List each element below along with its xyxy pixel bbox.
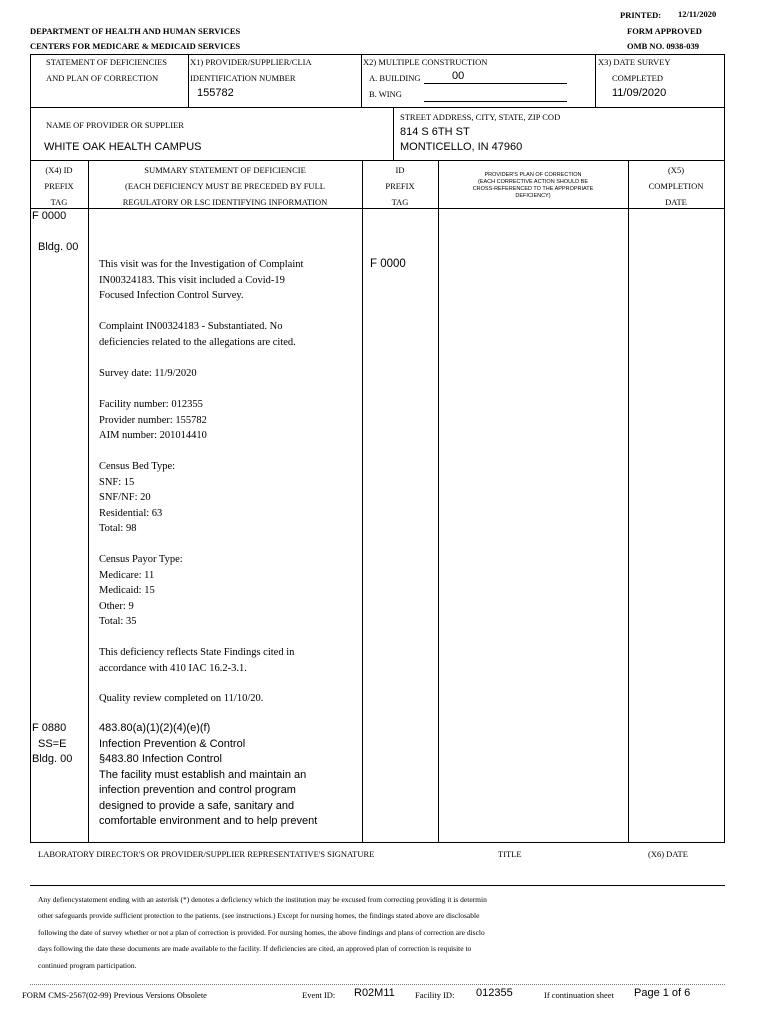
x4-header-2: PREFIX xyxy=(44,181,74,191)
page-number: Page 1 of 6 xyxy=(634,987,691,999)
survey-date-paragraph xyxy=(99,366,339,382)
right-tag-f0000: F 0000 xyxy=(370,258,406,270)
text-line: Medicaid: 15 xyxy=(99,585,155,596)
text-line: Facility number: 012355 xyxy=(99,399,203,410)
form-approved: FORM APPROVED xyxy=(627,26,702,36)
facility-id-value: 012355 xyxy=(476,987,513,999)
survey-date-value: 11/09/2020 xyxy=(612,87,667,99)
x2-label: X2) MULTIPLE CONSTRUCTION xyxy=(363,57,488,67)
disclaimer-line: days following the date these documents are made available to the facility. If deficiencies are cited, an approved plan of correction is requisite to xyxy=(38,944,472,954)
disclaimer-line: following the date of survey whether or not a plan of correction is provided. For nursing homes, the above findings and plans of correction are disclo xyxy=(38,927,485,937)
text-line: Other: 9 xyxy=(99,600,134,612)
disclaimer-line: continued program participation. xyxy=(38,960,137,970)
summary-header-3: REGULATORY OR LSC IDENTIFYING INFORMATION xyxy=(122,197,328,207)
text-line: Residential: 63 xyxy=(99,507,163,519)
disclaimer-line: Any defiencystatement ending with an asterisk (*) denotes a deficiency which the institution may be excused from correcting providing it is determin xyxy=(38,895,487,904)
event-id-value: R02M11 xyxy=(354,987,395,999)
complaint-paragraph xyxy=(99,319,339,350)
form-label: FORM CMS-2567(02-99) Previous Versions Obsolete xyxy=(22,990,207,1000)
plan-header-2: (EACH CORRECTIVE ACTION SHOULD BE xyxy=(477,179,589,185)
disclaimer-line: other safeguards provide sufficient protection to the patients. (see instructions.) Except for nursing homes, the findings stated above are disclosable xyxy=(38,911,480,921)
id-header-1: ID xyxy=(395,165,405,175)
statement-label-1: STATEMENT OF DEFICIENCIES xyxy=(46,57,168,67)
plan-header-4: DEFICIENCY) xyxy=(515,193,551,199)
text-line: Focused Infection Control Survey. xyxy=(99,290,244,301)
text-line: Census Payor Type: xyxy=(99,554,183,565)
building-label: A. BUILDING xyxy=(369,73,421,83)
centers-title: CENTERS FOR MEDICARE & MEDICAID SERVICES xyxy=(30,41,241,51)
visit-paragraph xyxy=(99,257,339,304)
text-line: Survey date: 11/9/2020 xyxy=(99,368,197,379)
text-line: 483.80(a)(1)(2)(4)(e)(f) xyxy=(99,722,211,734)
bldg-tag-2: Bldg. 00 xyxy=(32,753,73,765)
text-line: Complaint IN00324183 - Substantiated. No xyxy=(99,321,283,332)
text-line: infection prevention and control program xyxy=(99,784,296,796)
text-line: SNF: 15 xyxy=(99,476,135,488)
x3-sublabel: COMPLETED xyxy=(612,73,663,83)
x4-header-3: TAG xyxy=(50,197,68,207)
date-label: (X6) DATE xyxy=(648,849,688,859)
x5-header-1: (X5) xyxy=(667,165,685,175)
facility-id-label: Facility ID: xyxy=(415,990,455,1000)
text-line: Total: 35 xyxy=(99,616,137,627)
title-label: TITLE xyxy=(498,849,522,859)
infection-control-paragraph xyxy=(99,721,339,830)
plan-header-1: PROVIDER'S PLAN OF CORRECTION xyxy=(484,172,582,178)
printed-date: 12/11/2020 xyxy=(678,9,717,19)
text-line: Total: 98 xyxy=(99,523,137,534)
x1-sublabel: IDENTIFICATION NUMBER xyxy=(190,73,296,83)
census-payor-paragraph xyxy=(99,552,339,630)
text-line: Medicare: 11 xyxy=(99,569,155,581)
facility-numbers-paragraph xyxy=(99,397,339,444)
tag-f0880-block xyxy=(32,721,72,768)
x1-label: X1) PROVIDER/SUPPLIER/CLIA xyxy=(190,57,312,67)
address-city: MONTICELLO, IN 47960 xyxy=(400,141,523,153)
text-line: This deficiency reflects State Findings cited in xyxy=(99,647,295,658)
continuation-label: If continuation sheet xyxy=(544,990,614,1000)
summary-header-1: SUMMARY STATEMENT OF DEFICIENCIE xyxy=(144,165,306,175)
tag-f0000: F 0000 xyxy=(32,210,67,222)
statement-label-2: AND PLAN OF CORRECTION xyxy=(46,73,159,83)
text-line: comfortable environment and to help prevent xyxy=(99,815,318,827)
quality-review-paragraph xyxy=(99,691,339,707)
department-title: DEPARTMENT OF HEALTH AND HUMAN SERVICES xyxy=(30,26,241,36)
text-line: §483.80 Infection Control xyxy=(99,753,222,765)
signature-label: LABORATORY DIRECTOR'S OR PROVIDER/SUPPLIER REPRESENTATIVE'S SIGNATURE xyxy=(38,849,375,859)
text-line: AIM number: 201014410 xyxy=(99,430,207,441)
plan-header-3: CROSS-REFERENCED TO THE APPROPRIATE xyxy=(472,186,594,192)
text-line: deficiencies related to the allegations are cited. xyxy=(99,336,296,348)
text-line: SNF/NF: 20 xyxy=(99,492,151,503)
x4-header-1: (X4) ID xyxy=(45,165,73,175)
text-line: Infection Prevention & Control xyxy=(99,737,246,750)
omb-number: OMB NO. 0938-039 xyxy=(627,41,700,51)
tag-f0880: F 0880 xyxy=(32,722,67,734)
provider-name-label: NAME OF PROVIDER OR SUPPLIER xyxy=(46,120,184,130)
text-line: The facility must establish and maintain an xyxy=(99,768,307,781)
wing-label: B. WING xyxy=(369,89,402,99)
printed-label: PRINTED: xyxy=(620,10,662,20)
text-line: designed to provide a safe, sanitary and xyxy=(99,799,295,812)
text-line: This visit was for the Investigation of Complaint xyxy=(99,259,304,270)
x5-header-3: DATE xyxy=(665,197,687,207)
scope-severity: SS=E xyxy=(38,737,67,750)
text-line: Quality review completed on 11/10/20. xyxy=(99,693,264,704)
census-bed-paragraph xyxy=(99,459,339,537)
text-line: Provider number: 155782 xyxy=(99,414,207,426)
id-header-3: TAG xyxy=(391,197,409,207)
state-findings-paragraph xyxy=(99,645,339,676)
address-street: 814 S 6TH ST xyxy=(400,126,470,138)
x5-header-2: COMPLETION xyxy=(648,181,704,191)
text-line: Census Bed Type: xyxy=(99,461,176,472)
provider-name: WHITE OAK HEALTH CAMPUS xyxy=(44,141,202,153)
disclaimer xyxy=(38,892,487,974)
summary-header-2: (EACH DEFICIENCY MUST BE PRECEDED BY FULL xyxy=(125,181,325,191)
building-value: 00 xyxy=(452,70,465,82)
provider-id-value: 155782 xyxy=(197,87,234,99)
event-id-label: Event ID: xyxy=(302,990,336,1000)
text-line: IN00324183. This visit included a Covid-19 xyxy=(99,274,285,286)
address-label: STREET ADDRESS, CITY, STATE, ZIP COD xyxy=(400,112,561,122)
id-header-2: PREFIX xyxy=(385,181,415,191)
x3-label: X3) DATE SURVEY xyxy=(598,57,671,67)
text-line: accordance with 410 IAC 16.2-3.1. xyxy=(99,662,247,674)
bldg-tag-1: Bldg. 00 xyxy=(38,241,79,253)
